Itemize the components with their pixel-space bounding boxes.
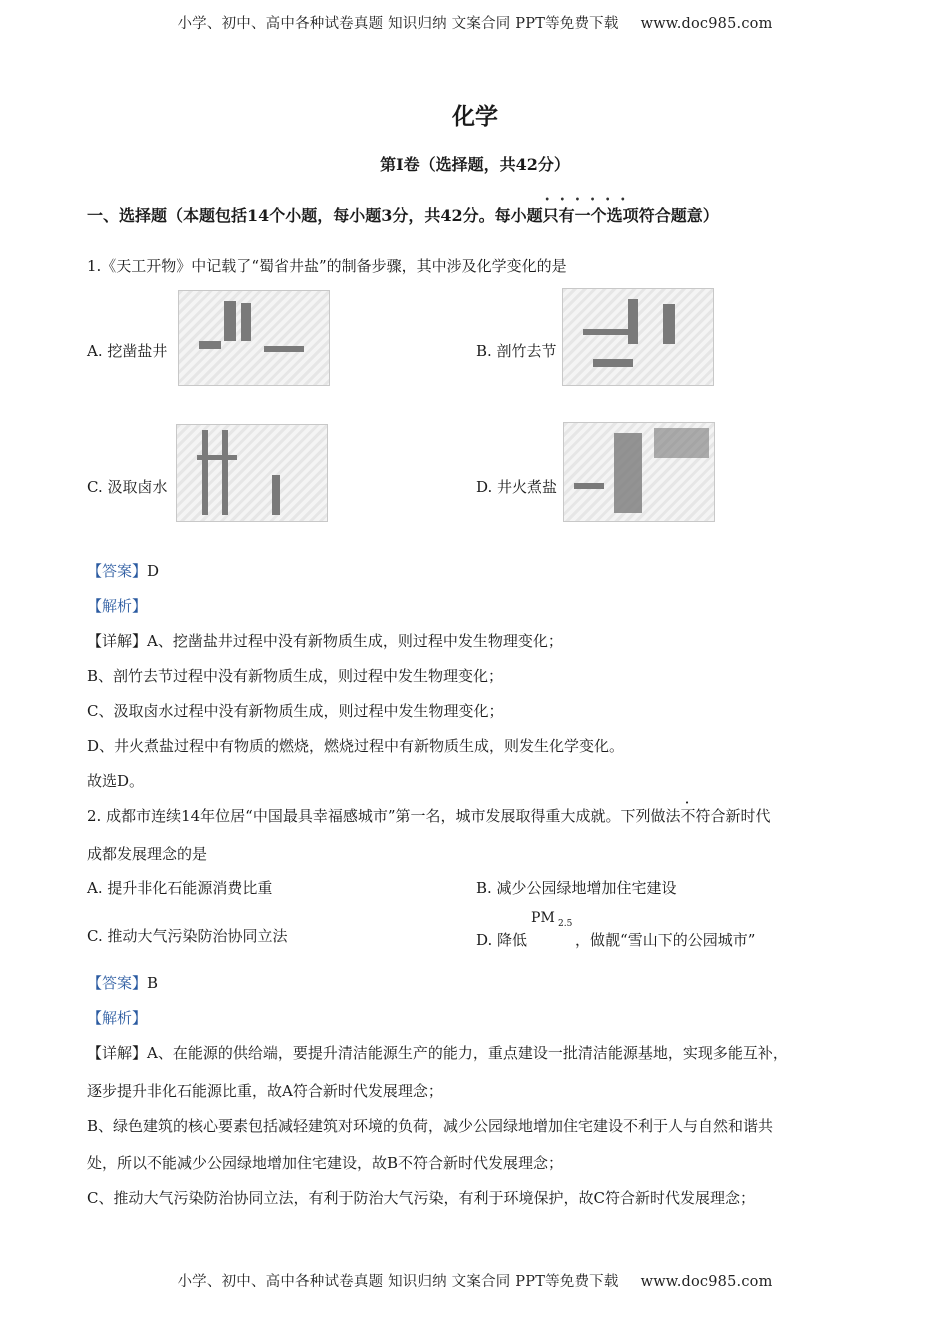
- q2-detail-text: A、在能源的供给端，要提升清洁能源生产的能力，重点建设一批清洁能源基地，实现多能互补，: [147, 1044, 788, 1062]
- q2-option-d-suffix: ，做靓“雪山下的公园城市”: [575, 931, 756, 949]
- q1-detail-line: [87, 630, 563, 651]
- q2-stem-emphasis: 不: [680, 807, 696, 825]
- detail-tag: 【详解】: [87, 632, 148, 650]
- q1-stem: 1.《天工开物》中记载了“蜀省井盐”的制备步骤，其中涉及化学变化的是: [87, 257, 567, 275]
- header-text: 小学、初中、高中各种试卷真题 知识归纳 文案合同 PPT等免费下载: [177, 16, 619, 32]
- pm-subscript: 2.5: [558, 919, 573, 929]
- q2-stem: [87, 805, 771, 826]
- q2-detail-line: C、推动大气污染防治协同立法，有利于防治大气污染，有利于环境保护，故C符合新时代发展理念；: [87, 1189, 755, 1207]
- section-emphasis: 只有一个选项 ••••••: [543, 206, 639, 225]
- q2-stem-text-end: 符合新时代: [695, 807, 771, 825]
- answer-tag: 【答案】: [87, 974, 148, 992]
- pm25-formula: [527, 910, 575, 945]
- q1-conclusion: 故选D。: [87, 772, 145, 790]
- q2-detail-line: B、绿色建筑的核心要素包括减轻建筑对环境的负荷，减少公园绿地增加住宅建设不利于人与自然和谐共: [87, 1117, 774, 1135]
- footer-url[interactable]: www.doc985.com: [640, 1274, 773, 1290]
- q2-stem-line2: 成都发展理念的是: [87, 845, 208, 863]
- q1-option-d: D. 井火煮盐: [476, 478, 558, 496]
- detail-tag: 【详解】: [87, 1044, 148, 1062]
- page-title: 化学: [452, 103, 498, 130]
- q1-option-d-image: [563, 422, 715, 522]
- q2-option-d: [476, 910, 756, 950]
- q2-option-b: B. 减少公园绿地增加住宅建设: [476, 879, 677, 897]
- q1-answer-value: D: [147, 562, 160, 580]
- header-url[interactable]: www.doc985.com: [640, 16, 773, 32]
- page-header: [0, 12, 950, 33]
- q2-option-c: C. 推动大气污染防治协同立法: [87, 927, 288, 945]
- q1-detail-text: A、挖凿盐井过程中没有新物质生成，则过程中发生物理变化；: [147, 632, 563, 650]
- q1-answer: [87, 560, 159, 581]
- q1-option-a: A. 挖凿盐井: [87, 342, 168, 360]
- pm-label: PM: [531, 910, 555, 926]
- footer-text: 小学、初中、高中各种试卷真题 知识归纳 文案合同 PPT等免费下载: [177, 1274, 619, 1290]
- q1-detail-line: D、井火煮盐过程中有物质的燃烧，燃烧过程中有新物质生成，则发生化学变化。: [87, 737, 625, 755]
- q1-option-a-image: [178, 290, 330, 386]
- q2-option-d-prefix: D. 降低: [476, 931, 528, 949]
- q1-option-c-image: [176, 424, 328, 522]
- q2-answer-value: B: [147, 974, 159, 992]
- q1-detail-line: C、汲取卤水过程中没有新物质生成，则过程中发生物理变化；: [87, 702, 504, 720]
- q1-option-c: C. 汲取卤水: [87, 478, 168, 496]
- q1-option-b: B. 剖竹去节: [476, 342, 557, 360]
- q1-analysis-tag: 【解析】: [87, 597, 148, 615]
- q2-stem-text: 2. 成都市连续14年位居“中国最具幸福感城市”第一名，城市发展取得重大成就。下列做法: [87, 807, 681, 825]
- part-title: 第I卷（选择题，共42分）: [380, 155, 570, 174]
- section-heading: [87, 203, 719, 226]
- q2-answer: [87, 972, 158, 993]
- section-suffix: 符合题意）: [638, 206, 719, 225]
- q2-detail-line: 处，所以不能减少公园绿地增加住宅建设，故B不符合新时代发展理念；: [87, 1154, 564, 1172]
- page-footer: [0, 1270, 950, 1291]
- q1-option-b-image: [562, 288, 714, 386]
- q2-detail-line: 逐步提升非化石能源比重，故A符合新时代发展理念；: [87, 1082, 443, 1100]
- q1-detail-line: B、剖竹去节过程中没有新物质生成，则过程中发生物理变化；: [87, 667, 504, 685]
- section-prefix: 一、选择题（本题包括14个小题，每小题3分，共42分。每小题: [87, 206, 543, 225]
- q2-detail-line: [87, 1042, 788, 1063]
- answer-tag: 【答案】: [87, 562, 148, 580]
- q2-option-a: A. 提升非化石能源消费比重: [87, 879, 273, 897]
- q2-analysis-tag: 【解析】: [87, 1009, 148, 1027]
